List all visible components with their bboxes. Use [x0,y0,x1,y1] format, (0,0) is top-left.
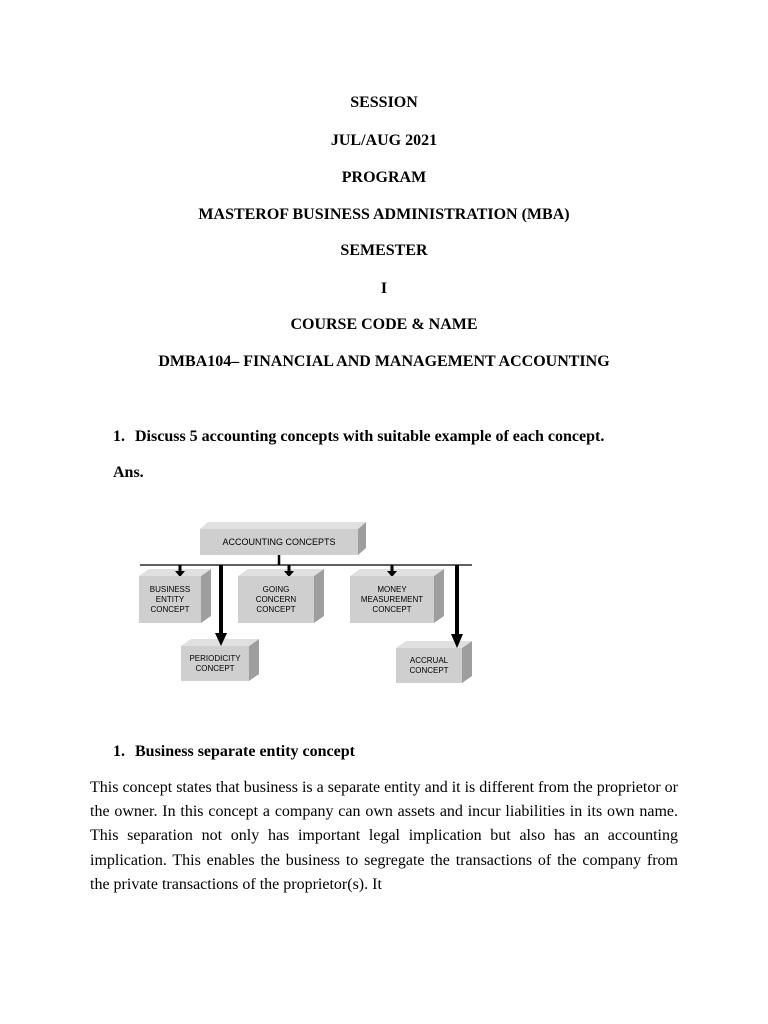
short-arrows [180,565,392,572]
periodicity-box: PERIODICITY CONCEPT [181,646,249,681]
session-label: SESSION [350,94,418,111]
money-measurement-box: MONEY MEASUREMENT CONCEPT [350,576,434,623]
course-value: DMBA104– FINANCIAL AND MANAGEMENT ACCOUNTING [158,353,610,370]
semester-label: SEMESTER [340,242,428,259]
course-label: COURSE CODE & NAME [290,316,478,333]
section-title: Business separate entity concept [135,743,355,760]
program-value: MASTEROF BUSINESS ADMINISTRATION (MBA) [198,206,570,223]
accounting-concepts-box: ACCOUNTING CONCEPTS [200,529,358,555]
accrual-box: ACCRUAL CONCEPT [396,648,462,683]
business-entity-box: BUSINESS ENTITY CONCEPT [139,576,201,623]
answer-label: Ans. [113,464,144,481]
section-paragraph: This concept states that business is a separate entity and it is different from the proprietor or the owner. In this concept a company can own assets and incur liabilities in its own name. This separation not only has important legal implication but also has an accounting implication. This enables the business to segregate the transactions of the company from the private transactions of the proprietor(s). It [90,779,678,893]
semester-value: I [380,280,388,297]
section-heading [113,742,355,762]
going-concern-box: GOING CONCERN CONCEPT [238,576,314,623]
session-value: JUL/AUG 2021 [330,132,438,149]
question-number: 1. [113,428,125,445]
program-label: PROGRAM [341,169,427,186]
section-number: 1. [113,743,125,760]
question-text: Discuss 5 accounting concepts with suitable example of each concept. [135,428,605,445]
question-1 [113,427,604,447]
